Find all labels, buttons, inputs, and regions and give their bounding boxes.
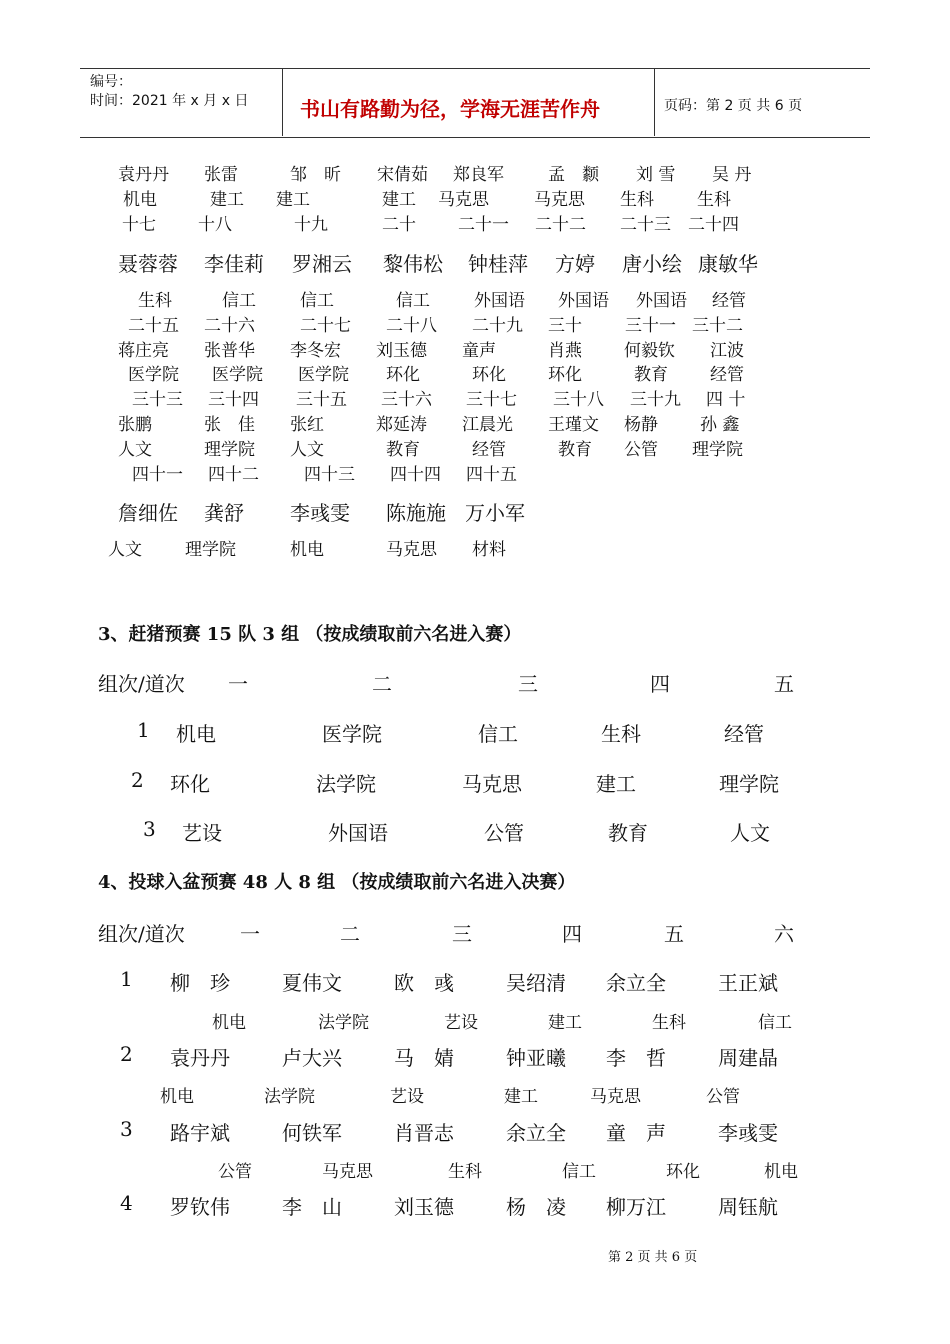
roster-number-cell: 四 十 bbox=[706, 390, 746, 410]
athlete-name: 李彧雯 bbox=[718, 1121, 778, 1145]
group-number: 1 bbox=[137, 718, 150, 742]
roster-college-cell: 医学院 bbox=[298, 365, 349, 385]
roster-names-cell: 龚舒 bbox=[204, 501, 244, 525]
roster-names-cell: 万小军 bbox=[465, 501, 525, 525]
athlete-college: 生科 bbox=[652, 1013, 686, 1033]
roster-college-cell: 材料 bbox=[472, 540, 506, 560]
doc-time-label: 时间：2021 年 x 月 x 日 bbox=[90, 93, 249, 109]
group-number: 4 bbox=[120, 1191, 133, 1215]
roster-names-cell: 江晨光 bbox=[462, 415, 513, 435]
roster-number-cell: 三十四 bbox=[208, 390, 259, 410]
roster-college-cell: 理学院 bbox=[185, 540, 236, 560]
team-cell: 医学院 bbox=[322, 722, 382, 746]
athlete-name: 童 声 bbox=[606, 1121, 666, 1145]
athlete-name: 罗钦伟 bbox=[170, 1195, 230, 1219]
roster-names-cell: 何毅钦 bbox=[624, 341, 675, 361]
roster-number-cell: 四十二 bbox=[208, 465, 259, 485]
roster-college-cell: 教育 bbox=[634, 365, 668, 385]
header-motto: 书山有路勤为径，学海无涯苦作舟 bbox=[300, 97, 600, 121]
roster-names-cell: 杨静 bbox=[624, 415, 658, 435]
athlete-name: 欧 彧 bbox=[394, 971, 454, 995]
athlete-college: 马克思 bbox=[322, 1162, 373, 1182]
athlete-college: 机电 bbox=[764, 1162, 798, 1182]
page-footer: 第 2 页 共 6 页 bbox=[608, 1250, 698, 1265]
roster-number-cell: 十八 bbox=[198, 215, 232, 235]
roster-names-cell: 康敏华 bbox=[698, 252, 758, 276]
athlete-college: 公管 bbox=[218, 1162, 252, 1182]
roster-college-cell: 信工 bbox=[300, 291, 334, 311]
team-cell: 马克思 bbox=[462, 772, 522, 796]
roster-names-cell: 宋倩茹 bbox=[377, 165, 428, 185]
roster-number-cell: 十七 bbox=[122, 215, 156, 235]
roster-number-cell: 二十九 bbox=[472, 316, 523, 336]
roster-names-cell: 钟桂萍 bbox=[468, 252, 528, 276]
roster-number-cell: 二十五 bbox=[128, 316, 179, 336]
athlete-college: 生科 bbox=[448, 1162, 482, 1182]
athlete-college: 法学院 bbox=[318, 1013, 369, 1033]
roster-college-cell: 医学院 bbox=[212, 365, 263, 385]
roster-names-cell: 孟 颣 bbox=[548, 165, 599, 185]
roster-number-cell: 四十四 bbox=[390, 465, 441, 485]
team-cell: 教育 bbox=[608, 821, 648, 845]
roster-names-cell: 童声 bbox=[462, 341, 496, 361]
lane-header-cell: 一 bbox=[228, 672, 248, 696]
roster-college-cell: 理学院 bbox=[692, 440, 743, 460]
roster-college-cell: 建工 bbox=[210, 190, 244, 210]
athlete-college: 艺设 bbox=[444, 1013, 478, 1033]
roster-names-cell: 孙 鑫 bbox=[700, 415, 740, 435]
roster-number-cell: 三十一 bbox=[625, 316, 676, 336]
group-number: 2 bbox=[131, 768, 144, 792]
roster-number-cell: 二十七 bbox=[300, 316, 351, 336]
athlete-college: 建工 bbox=[504, 1087, 538, 1107]
athlete-name: 余立全 bbox=[506, 1121, 566, 1145]
header-page-number: 页码：第 2 页 共 6 页 bbox=[664, 98, 803, 114]
roster-college-cell: 信工 bbox=[222, 291, 256, 311]
roster-college-cell: 外国语 bbox=[636, 291, 687, 311]
lane-header-cell: 三 bbox=[518, 672, 538, 696]
roster-names-cell: 邹 昕 bbox=[290, 165, 341, 185]
team-cell: 人文 bbox=[730, 821, 770, 845]
doc-code-label: 编号： bbox=[90, 74, 132, 90]
athlete-name: 肖晋志 bbox=[394, 1121, 454, 1145]
roster-names-cell: 方婷 bbox=[555, 252, 595, 276]
athlete-college: 信工 bbox=[758, 1013, 792, 1033]
roster-number-cell: 三十五 bbox=[296, 390, 347, 410]
roster-names-cell: 刘 雪 bbox=[636, 165, 676, 185]
section-3-heading: 3、赶猪预赛 15 队 3 组 （按成绩取前六名进入赛） bbox=[98, 624, 522, 645]
athlete-name: 王正斌 bbox=[718, 971, 778, 995]
roster-names-cell: 吴 丹 bbox=[712, 165, 752, 185]
roster-college-cell: 机电 bbox=[123, 190, 157, 210]
roster-number-cell: 四十三 bbox=[304, 465, 355, 485]
group-number: 1 bbox=[120, 967, 133, 991]
roster-names-cell: 李彧雯 bbox=[290, 501, 350, 525]
roster-number-cell: 三十二 bbox=[692, 316, 743, 336]
athlete-name: 马 婧 bbox=[394, 1046, 454, 1070]
team-cell: 经管 bbox=[724, 722, 764, 746]
athlete-college: 法学院 bbox=[264, 1087, 315, 1107]
roster-college-cell: 医学院 bbox=[128, 365, 179, 385]
athlete-college: 机电 bbox=[212, 1013, 246, 1033]
roster-college-cell: 信工 bbox=[396, 291, 430, 311]
roster-college-cell: 建工 bbox=[276, 190, 310, 210]
roster-college-cell: 外国语 bbox=[558, 291, 609, 311]
roster-names-cell: 袁丹丹 bbox=[118, 165, 169, 185]
lane-header-cell: 四 bbox=[562, 922, 582, 946]
roster-names-cell: 罗湘云 bbox=[292, 252, 352, 276]
lane-header-cell: 一 bbox=[240, 922, 260, 946]
team-cell: 环化 bbox=[170, 772, 210, 796]
roster-names-cell: 詹细佐 bbox=[118, 501, 178, 525]
roster-college-cell: 马克思 bbox=[438, 190, 489, 210]
athlete-name: 钟亚曦 bbox=[506, 1046, 566, 1070]
roster-number-cell: 四十五 bbox=[466, 465, 517, 485]
roster-names-cell: 陈施施 bbox=[386, 501, 446, 525]
roster-college-cell: 人文 bbox=[108, 540, 142, 560]
roster-college-cell: 教育 bbox=[386, 440, 420, 460]
team-cell: 公管 bbox=[484, 821, 524, 845]
lane-header-label: 组次/道次 bbox=[98, 672, 185, 696]
roster-number-cell: 三十九 bbox=[630, 390, 681, 410]
roster-college-cell: 环化 bbox=[472, 365, 506, 385]
group-number: 3 bbox=[120, 1117, 133, 1141]
roster-names-cell: 黎伟松 bbox=[383, 252, 443, 276]
roster-names-cell: 郑良军 bbox=[453, 165, 504, 185]
roster-number-cell: 二十 bbox=[382, 215, 416, 235]
roster-names-cell: 蒋庄亮 bbox=[118, 341, 169, 361]
group-number: 2 bbox=[120, 1042, 133, 1066]
athlete-college: 信工 bbox=[562, 1162, 596, 1182]
roster-college-cell: 环化 bbox=[386, 365, 420, 385]
athlete-name: 刘玉德 bbox=[394, 1195, 454, 1219]
athlete-college: 艺设 bbox=[390, 1087, 424, 1107]
roster-college-cell: 教育 bbox=[558, 440, 592, 460]
lane-header-cell: 六 bbox=[774, 922, 794, 946]
roster-names-cell: 张 佳 bbox=[204, 415, 255, 435]
lane-header-cell: 五 bbox=[664, 922, 684, 946]
athlete-name: 卢大兴 bbox=[282, 1046, 342, 1070]
lane-header-cell: 五 bbox=[774, 672, 794, 696]
athlete-name: 余立全 bbox=[606, 971, 666, 995]
roster-number-cell: 二十一 bbox=[458, 215, 509, 235]
athlete-college: 建工 bbox=[548, 1013, 582, 1033]
roster-college-cell: 经管 bbox=[712, 291, 746, 311]
athlete-name: 何铁军 bbox=[282, 1121, 342, 1145]
roster-college-cell: 环化 bbox=[548, 365, 582, 385]
athlete-name: 李 山 bbox=[282, 1195, 342, 1219]
athlete-college: 公管 bbox=[706, 1087, 740, 1107]
roster-college-cell: 经管 bbox=[472, 440, 506, 460]
roster-names-cell: 唐小绘 bbox=[622, 252, 682, 276]
roster-college-cell: 公管 bbox=[624, 440, 658, 460]
roster-names-cell: 郑延涛 bbox=[376, 415, 427, 435]
roster-college-cell: 马克思 bbox=[386, 540, 437, 560]
roster-number-cell: 三十六 bbox=[381, 390, 432, 410]
roster-number-cell: 四十一 bbox=[132, 465, 183, 485]
roster-number-cell: 二十三 bbox=[620, 215, 671, 235]
team-cell: 法学院 bbox=[316, 772, 376, 796]
athlete-name: 路宇斌 bbox=[170, 1121, 230, 1145]
lane-header-cell: 三 bbox=[452, 922, 472, 946]
roster-number-cell: 三十 bbox=[548, 316, 582, 336]
roster-college-cell: 生科 bbox=[697, 190, 731, 210]
header-divider-right bbox=[654, 68, 655, 136]
athlete-name: 周钰航 bbox=[718, 1195, 778, 1219]
roster-number-cell: 二十四 bbox=[688, 215, 739, 235]
athlete-name: 袁丹丹 bbox=[170, 1046, 230, 1070]
roster-college-cell: 建工 bbox=[382, 190, 416, 210]
roster-college-cell: 生科 bbox=[620, 190, 654, 210]
roster-college-cell: 经管 bbox=[710, 365, 744, 385]
roster-college-cell: 外国语 bbox=[474, 291, 525, 311]
team-cell: 生科 bbox=[601, 722, 641, 746]
roster-names-cell: 张雷 bbox=[204, 165, 238, 185]
header-divider-left bbox=[282, 68, 283, 136]
roster-college-cell: 机电 bbox=[290, 540, 324, 560]
roster-names-cell: 王瑾文 bbox=[548, 415, 599, 435]
athlete-name: 周建晶 bbox=[718, 1046, 778, 1070]
roster-number-cell: 三十八 bbox=[553, 390, 604, 410]
roster-number-cell: 十九 bbox=[294, 215, 328, 235]
athlete-name: 柳 珍 bbox=[170, 971, 230, 995]
section-4-heading: 4、投球入盆预赛 48 人 8 组 （按成绩取前六名进入决赛） bbox=[98, 872, 576, 893]
athlete-college: 机电 bbox=[160, 1087, 194, 1107]
roster-names-cell: 李冬宏 bbox=[290, 341, 341, 361]
athlete-college: 马克思 bbox=[590, 1087, 641, 1107]
roster-college-cell: 人文 bbox=[290, 440, 324, 460]
roster-college-cell: 马克思 bbox=[534, 190, 585, 210]
team-cell: 建工 bbox=[596, 772, 636, 796]
athlete-name: 吴绍清 bbox=[506, 971, 566, 995]
team-cell: 机电 bbox=[176, 722, 216, 746]
athlete-name: 杨 凌 bbox=[506, 1195, 566, 1219]
roster-college-cell: 理学院 bbox=[204, 440, 255, 460]
roster-names-cell: 张红 bbox=[290, 415, 324, 435]
lane-header-cell: 二 bbox=[372, 672, 392, 696]
roster-number-cell: 二十八 bbox=[386, 316, 437, 336]
athlete-name: 柳万江 bbox=[606, 1195, 666, 1219]
athlete-name: 李 哲 bbox=[606, 1046, 666, 1070]
lane-header-cell: 二 bbox=[340, 922, 360, 946]
roster-college-cell: 人文 bbox=[118, 440, 152, 460]
team-cell: 理学院 bbox=[719, 772, 779, 796]
team-cell: 外国语 bbox=[328, 821, 388, 845]
roster-number-cell: 三十三 bbox=[132, 390, 183, 410]
roster-number-cell: 二十六 bbox=[204, 316, 255, 336]
athlete-college: 环化 bbox=[666, 1162, 700, 1182]
roster-number-cell: 三十七 bbox=[466, 390, 517, 410]
group-number: 3 bbox=[143, 817, 156, 841]
roster-names-cell: 李佳莉 bbox=[204, 252, 264, 276]
roster-names-cell: 江波 bbox=[710, 341, 744, 361]
roster-college-cell: 生科 bbox=[138, 291, 172, 311]
roster-names-cell: 张普华 bbox=[204, 341, 255, 361]
roster-names-cell: 聂蓉蓉 bbox=[118, 252, 178, 276]
athlete-name: 夏伟文 bbox=[282, 971, 342, 995]
team-cell: 艺设 bbox=[182, 821, 222, 845]
roster-names-cell: 肖燕 bbox=[548, 341, 582, 361]
roster-names-cell: 张鹏 bbox=[118, 415, 152, 435]
lane-header-label: 组次/道次 bbox=[98, 922, 185, 946]
roster-number-cell: 二十二 bbox=[535, 215, 586, 235]
team-cell: 信工 bbox=[478, 722, 518, 746]
lane-header-cell: 四 bbox=[650, 672, 670, 696]
roster-names-cell: 刘玉德 bbox=[376, 341, 427, 361]
